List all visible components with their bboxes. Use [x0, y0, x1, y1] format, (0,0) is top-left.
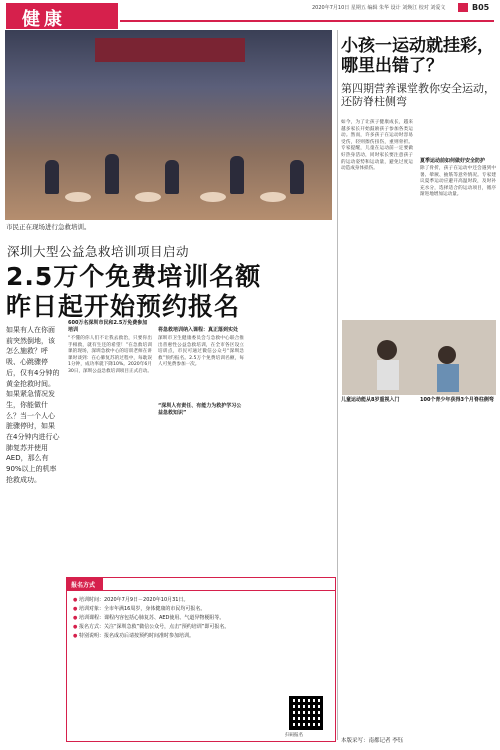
registration-rule: [67, 590, 335, 591]
story1-lead: 如果有人在你面前突然倒地，该怎么施救？呼吸、心跳骤停后，仅有4分钟的黄金抢救时间。如果紧急情况发生，你能做什么？当一个人心脏骤停时，如果在4分钟内进行心肺复苏并使用AED，那么有90%以上的机率抢救成功。: [6, 326, 60, 484]
story2-body: 除了骨折，孩子在运动中还会遇到中暑、晕厥、抽筋等意外情况。专家建议夏季运动应避开高温时段，及时补充水分，选择适合的运动项目，循序渐进地增加运动量。: [420, 166, 496, 198]
registration-tab: 报名方式: [67, 578, 103, 590]
photo-cpr-dummy: [65, 192, 91, 202]
story1-body: 深圳市卫生健康委员会与急救中心联合推出普惠性公益急救培训，在全市各区设立培训点，市民可通过微信公众号“深圳急救”预约报名。2.5万个免费培训名额，每人可免费参加一次。: [158, 336, 244, 368]
story2-photo-figure: [438, 346, 456, 364]
story1-kicker: 深圳大型公益急救培训项目启动: [7, 244, 190, 259]
training-photo: [5, 30, 332, 220]
story2-body: 如今，为了让孩子健康成长，越来越多家长开始鼓励孩子参加各类运动。然而，许多孩子在运动时容易受伤，轻则擦伤扭伤，重则骨折。专家提醒，儿童在运动前一定要做好热身活动，同时家长要注意孩子的运动姿势和运动量，避免过度运动造成身体损伤。: [341, 120, 413, 172]
headline-line: 2.5万个免费培训名额: [6, 262, 262, 291]
page-number: B05: [472, 3, 490, 12]
story1-subhead: “深圳人有责任、有能力为救护学习公益急救知识”: [158, 403, 242, 416]
story2-subhead: 夏季运动前如何做好安全防护: [420, 158, 486, 164]
story1-headline: [6, 262, 261, 322]
photo-cpr-dummy: [200, 192, 226, 202]
registration-line: ● 培训对象：全市年满16周岁，身体健康的市民均可报名。: [73, 606, 206, 612]
photo-person: [105, 154, 119, 194]
photo-stage-banner: [95, 38, 245, 62]
story2-photo: [342, 320, 496, 395]
photo-person: [165, 160, 179, 194]
registration-line: ● 培训时间：2020年7月9日－2020年10月31日。: [73, 597, 189, 603]
header-rule: [120, 20, 494, 22]
photo-person: [230, 156, 244, 194]
photo-cpr-dummy: [135, 192, 161, 202]
story2-deck: 第四期营养课堂教你安全运动，还防脊柱侧弯: [341, 82, 495, 108]
story2-photo-bg: [342, 320, 496, 395]
photo-caption: 市民正在现场进行急救培训。: [6, 223, 91, 231]
story1-subhead: 600万名深圳市民和2.5万免费参加培训: [68, 320, 148, 333]
registration-line: ● 特别说明：报名成功后请按预约时间准时参加培训。: [73, 633, 194, 639]
photo-person: [290, 160, 304, 194]
story2-subhead: 100个青少年获得3个月脊柱侧弯: [420, 397, 494, 403]
editor-credit: 本版采写：南都记者 李钰: [341, 738, 404, 744]
column-divider: [337, 30, 338, 740]
photo-person: [45, 160, 59, 194]
qr-code-label: 扫码报名: [285, 733, 303, 738]
story2-headline: 小孩一运动就挂彩，哪里出错了？: [341, 36, 494, 76]
section-tag: 健康: [6, 3, 118, 29]
story2-photo-figure: [437, 364, 459, 392]
header-badge: [458, 3, 468, 12]
story1-subhead: 将急救培训纳入课程：真正落到实处: [158, 327, 239, 333]
headline-line: 昨日起开始预约报名: [6, 292, 241, 321]
story1-body: “不懂的你人们不让我去救治，只要你出手相救，就有生还的希望！”在急救培训课的现场，深圳急救中心的培训老师在讲课时谈到：在心肺复苏的过程中，每耽误1分钟，成功率就下降10%。2020年6月30日，深圳公益急救培训项目正式启动。: [68, 336, 152, 374]
header-meta: 2020年7月10日 星期五 编辑 朱华 设计 刘焕江 校对 刘爱文: [312, 5, 446, 11]
page-header: [0, 0, 500, 30]
story2-photo-figure: [377, 360, 399, 390]
story2-subhead: 儿童运动能从8岁重视入门: [341, 397, 400, 403]
registration-line: ● 培训课程：课程内容包括心肺复苏、AED使用、气道异物梗阻等。: [73, 615, 225, 621]
photo-cpr-dummy: [260, 192, 286, 202]
qr-code-icon[interactable]: [289, 696, 323, 730]
registration-box: [66, 577, 336, 742]
story2-photo-figure: [377, 340, 397, 360]
registration-line: ● 报名方式：关注“深圳急救”微信公众号，点击“预约培训”即可报名。: [73, 624, 230, 630]
registration-lines: [73, 596, 329, 641]
